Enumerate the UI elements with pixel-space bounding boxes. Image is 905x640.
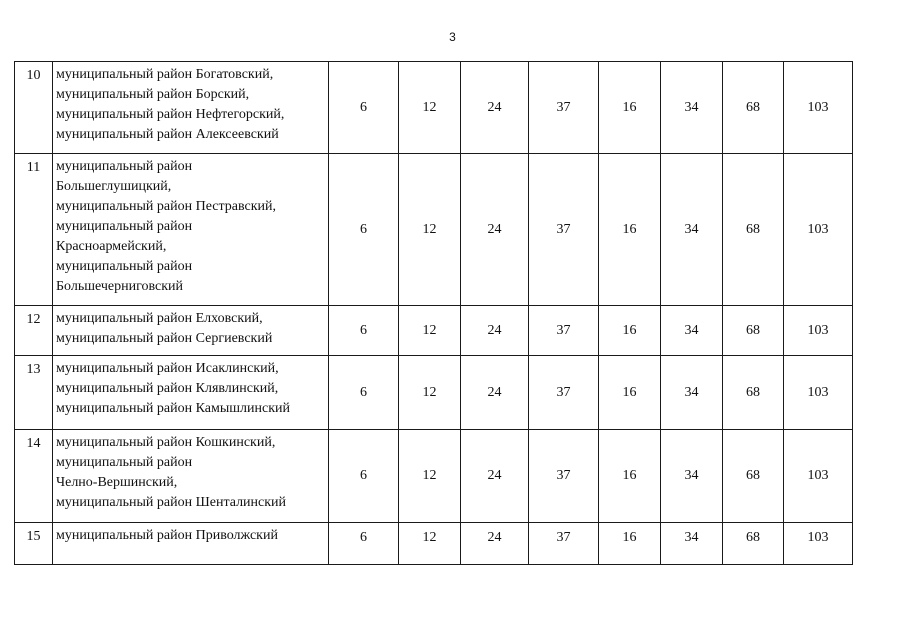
value-cell: 16 <box>599 306 661 356</box>
district-name-line: муниципальный район Борский, <box>56 87 250 102</box>
district-name-line: муниципальный район Алексеевский <box>56 127 279 142</box>
district-names-cell <box>53 154 329 306</box>
district-name-line: муниципальный район <box>56 455 193 470</box>
districts-table <box>14 61 853 565</box>
value-cell: 37 <box>529 154 599 306</box>
value-cell: 16 <box>599 154 661 306</box>
value-cell: 68 <box>723 306 784 356</box>
district-name-line: муниципальный район <box>56 219 193 234</box>
value-cell: 34 <box>661 62 723 154</box>
value-cell: 103 <box>784 523 853 565</box>
value-cell: 24 <box>461 154 529 306</box>
row-number: 13 <box>15 356 53 430</box>
table-body <box>15 62 853 565</box>
value-cell: 37 <box>529 62 599 154</box>
district-name-line: муниципальный район Елховский, <box>56 311 263 326</box>
value-cell: 12 <box>399 62 461 154</box>
value-cell: 6 <box>329 523 399 565</box>
district-name-line: муниципальный район Сергиевский <box>56 331 273 346</box>
district-names-cell <box>53 356 329 430</box>
district-name-line: муниципальный район Исаклинский, <box>56 361 279 376</box>
value-cell: 12 <box>399 523 461 565</box>
district-name-line: муниципальный район Богатовский, <box>56 67 274 82</box>
district-name-line: Красноармейский, <box>56 239 167 254</box>
district-name-line: муниципальный район Пестравский, <box>56 199 277 214</box>
district-name-line: муниципальный район <box>56 259 193 274</box>
value-cell: 34 <box>661 430 723 523</box>
district-name-line: Большеглушицкий, <box>56 179 172 194</box>
table-row <box>15 356 853 430</box>
district-names-cell <box>53 523 329 565</box>
row-number: 14 <box>15 430 53 523</box>
value-cell: 37 <box>529 356 599 430</box>
value-cell: 68 <box>723 523 784 565</box>
value-cell: 34 <box>661 356 723 430</box>
district-name-line: муниципальный район Шенталинский <box>56 495 287 510</box>
value-cell: 103 <box>784 62 853 154</box>
value-cell: 16 <box>599 430 661 523</box>
value-cell: 6 <box>329 154 399 306</box>
table-row <box>15 306 853 356</box>
district-name-line: муниципальный район Клявлинский, <box>56 381 279 396</box>
value-cell: 103 <box>784 356 853 430</box>
page-number: 3 <box>449 30 456 44</box>
district-names-cell <box>53 62 329 154</box>
value-cell: 34 <box>661 523 723 565</box>
value-cell: 68 <box>723 62 784 154</box>
value-cell: 34 <box>661 306 723 356</box>
value-cell: 6 <box>329 430 399 523</box>
value-cell: 12 <box>399 306 461 356</box>
value-cell: 103 <box>784 154 853 306</box>
value-cell: 68 <box>723 430 784 523</box>
district-name-line: Большечерниговский <box>56 279 184 294</box>
value-cell: 12 <box>399 356 461 430</box>
row-number: 15 <box>15 523 53 565</box>
district-name-line: муниципальный район Камышлинский <box>56 401 291 416</box>
table-row <box>15 62 853 154</box>
row-number: 10 <box>15 62 53 154</box>
value-cell: 24 <box>461 430 529 523</box>
value-cell: 103 <box>784 306 853 356</box>
value-cell: 24 <box>461 306 529 356</box>
value-cell: 34 <box>661 154 723 306</box>
value-cell: 16 <box>599 523 661 565</box>
value-cell: 24 <box>461 62 529 154</box>
table-row <box>15 523 853 565</box>
value-cell: 6 <box>329 306 399 356</box>
value-cell: 24 <box>461 523 529 565</box>
district-names-cell <box>53 306 329 356</box>
value-cell: 6 <box>329 356 399 430</box>
table-row <box>15 430 853 523</box>
value-cell: 12 <box>399 430 461 523</box>
value-cell: 37 <box>529 306 599 356</box>
district-name-line: муниципальный район Нефтегорский, <box>56 107 285 122</box>
value-cell: 37 <box>529 430 599 523</box>
value-cell: 37 <box>529 523 599 565</box>
district-names-cell <box>53 430 329 523</box>
value-cell: 68 <box>723 356 784 430</box>
district-name-line: Челно-Вершинский, <box>56 475 178 490</box>
row-number: 12 <box>15 306 53 356</box>
value-cell: 68 <box>723 154 784 306</box>
value-cell: 16 <box>599 356 661 430</box>
value-cell: 12 <box>399 154 461 306</box>
value-cell: 24 <box>461 356 529 430</box>
table-row <box>15 154 853 306</box>
district-name-line: муниципальный район Кошкинский, <box>56 435 276 450</box>
value-cell: 16 <box>599 62 661 154</box>
row-number: 11 <box>15 154 53 306</box>
value-cell: 6 <box>329 62 399 154</box>
district-name-line: муниципальный район Приволжский <box>56 528 278 543</box>
district-name-line: муниципальный район <box>56 159 193 174</box>
value-cell: 103 <box>784 430 853 523</box>
